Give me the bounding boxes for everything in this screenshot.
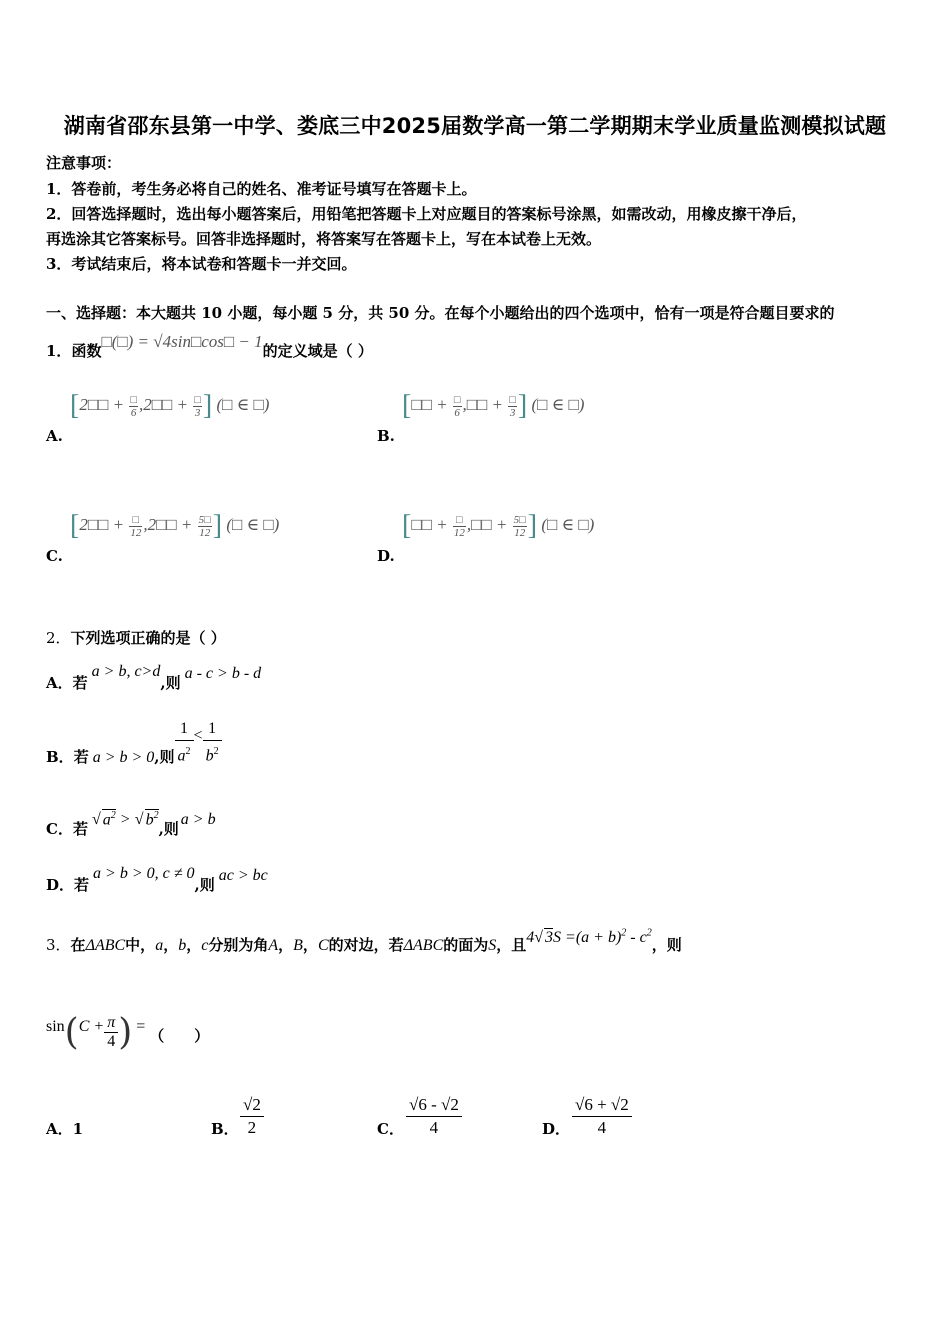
question-3-stem: 3．在ΔABC中，a，b，c分别为角A，B，C的对边，若ΔABC的面为S，且4√ $3S =(a + b)^2 - c^2$，则: [46, 927, 682, 954]
question-number: 1．: [46, 342, 72, 360]
question-text: 函数: [71, 342, 102, 360]
question-text: 下列选项正确的是（ ）: [70, 629, 226, 647]
notice-item-3: 3．考试结束后，将本试卷和答题卡一并交回。: [46, 255, 357, 273]
q3-option-d-value: $\frac{√6 + √2}{4}$: [572, 1094, 632, 1139]
notice-item-2-cont: 再选涂其它答案标号。回答非选择题时，将答案写在答题卡上，写在本试卷上无效。: [46, 230, 602, 248]
q1-option-a-math: [2□□ + $\frac{□}{6}$ ,2□□ + $\frac{□}{3}$ ] (□ ∈ □): [70, 390, 270, 421]
q1-option-b-math: [□□ + $\frac{□}{6}$ ,□□ + $\frac{□}{3}$ ] (□ ∈ □): [402, 390, 585, 421]
notice-item-1: 1．答卷前，考生务必将自己的姓名、准考证号填写在答题卡上。: [46, 180, 477, 198]
question-number: 2．: [46, 629, 71, 647]
question-1-stem: [46, 332, 373, 361]
q3-option-a: A．1: [46, 1120, 84, 1138]
page-title: 湖南省邵东县第一中学、娄底三中2025届数学高一第二学期期末学业质量监测模拟试题: [63, 114, 887, 138]
question-2-stem: [46, 627, 226, 648]
q1-option-c-label: C.: [46, 547, 63, 565]
q2-option-a: A．若a > b, c>d,则a - c > b - d: [46, 663, 262, 692]
q2-option-c: C．若√ $a^2$ > √ $b^2$,则a > b: [46, 809, 216, 838]
q2-option-b: B．若 a > b > 0,则 $\frac{1}{a^2}$ < $\frac{1}{b^2}$: [46, 718, 222, 768]
q3-option-d-label: D．: [542, 1120, 571, 1138]
q1-option-c-math: [2□□ + $\frac{□}{12}$ ,2□□ + $\frac{5□}{12}$ ] (□ ∈ □): [70, 510, 280, 541]
area-equation: 4√ $3S =(a + b)^2 - c^2$: [526, 927, 652, 946]
q3-option-c-value: $\frac{√6 - √2}{4}$: [406, 1094, 462, 1139]
q3-option-b-value: $\frac{√2}{2}$: [240, 1094, 264, 1139]
question-text: 的定义域是（ ）: [262, 342, 373, 360]
q3-option-c-label: C．: [377, 1120, 404, 1138]
section-heading: 一、选择题：本大题共 10 小题，每小题 5 分，共 50 分。在每个小题给出的四个选项中，恰有一项是符合题目要求的: [46, 304, 835, 322]
q1-option-a-label: A.: [46, 427, 63, 445]
notice-item-2: 2．回答选择题时，选出每小题答案后，用铅笔把答题卡上对应题目的答案标号涂黑，如需改动，用橡皮擦干净后，: [46, 205, 807, 223]
q1-option-b-label: B.: [377, 427, 395, 445]
q3-sin-expression: sin(C + $\frac{\pi}{4}$ ) =（ ）: [46, 1012, 210, 1053]
q2-option-d: D．若a > b > 0, c ≠ 0,则ac > bc: [46, 865, 268, 894]
notice-heading: 注意事项：: [46, 154, 122, 172]
q1-option-d-math: [□□ + $\frac{□}{12}$ ,□□ + $\frac{5□}{12}$ ] (□ ∈ □): [402, 510, 595, 541]
q3-option-b-label: B．: [211, 1120, 239, 1138]
function-formula: □(□) = √4sin□cos□ − 1: [101, 332, 263, 351]
q1-option-d-label: D.: [377, 547, 395, 565]
